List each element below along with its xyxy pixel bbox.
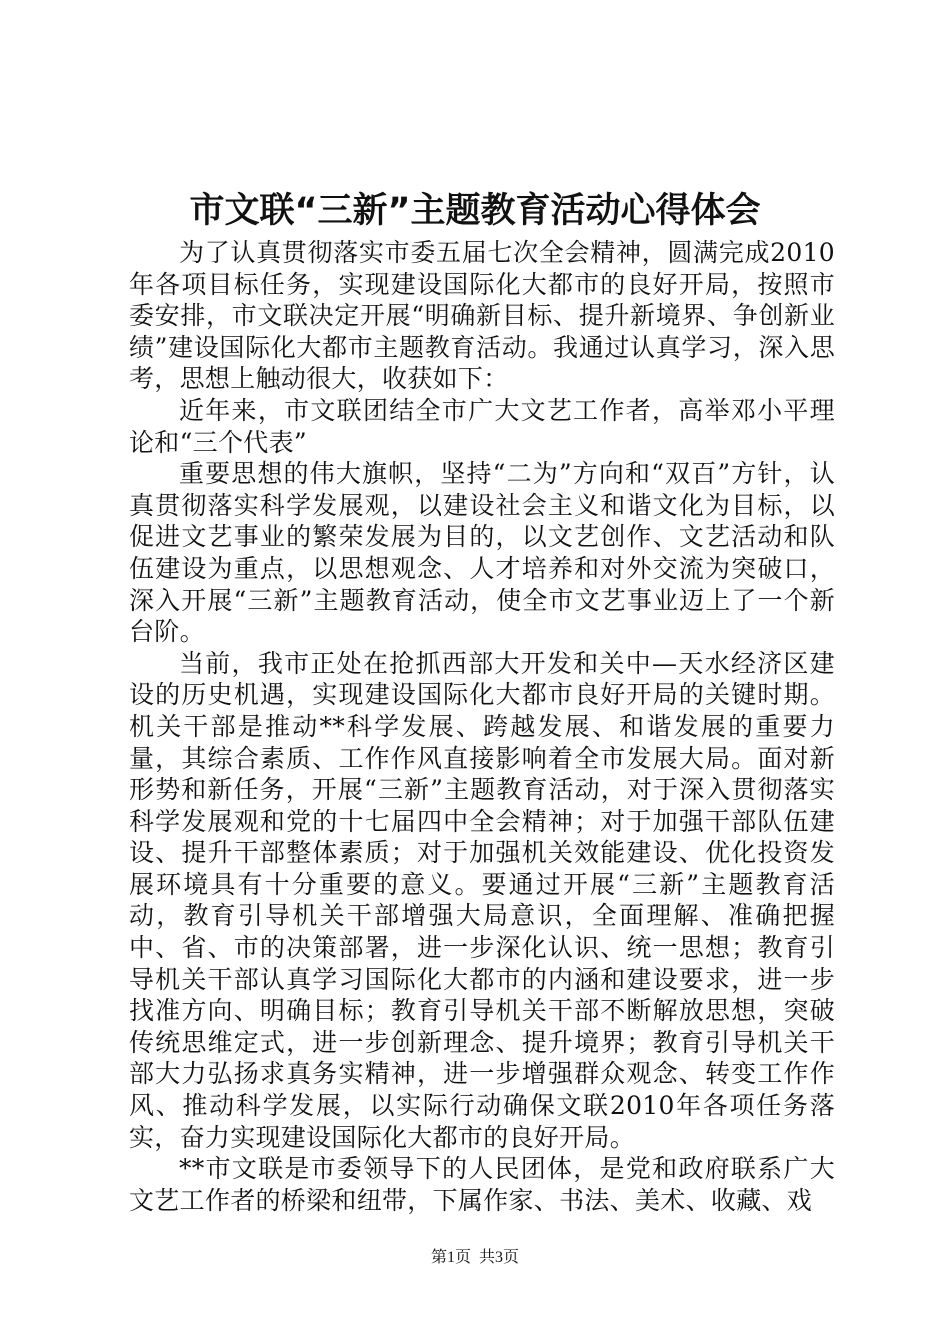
paragraph-3: 重要思想的伟大旗帜，坚持“二为”方向和“双百”方针，认真贯彻落实科学发展观，以建设社会主义和谐文化为目标，以促进文艺事业的繁荣发展为目的，以文艺创作、文艺活动和队伍建设为重点，以思想观念、人才培养和对外交流为突破口，深入开展“三新”主题教育活动，使全市文艺事业迈上了一个新台阶。: [129, 459, 835, 647]
document-title: 市文联“三新”主题教育活动心得体会: [189, 191, 761, 231]
paragraph-2: 近年来，市文联团结全市广大文艺工作者，高举邓小平理论和“三个代表”: [129, 395, 835, 457]
paragraph-1: 为了认真贯彻落实市委五届七次全会精神，圆满完成2010年各项目标任务，实现建设国际化大都市的良好开局，按照市委安排，市文联决定开展“明确新目标、提升新境界、争创新业绩”建设国际化大都市主题教育活动。我通过认真学习，深入思考，思想上触动很大，收获如下：: [129, 238, 835, 394]
document-body: [129, 237, 835, 1216]
page-number: 第1页: [430, 1249, 471, 1266]
paragraph-5: **市文联是市委领导下的人民团体，是党和政府联系广大文艺工作者的桥梁和纽带，下属作家、书法、美术、收藏、戏: [129, 1154, 835, 1215]
page-total: 共3页: [479, 1249, 520, 1266]
paragraph-4: 当前，我市正处在抢抓西部大开发和关中—天水经济区建设的历史机遇，实现建设国际化大都市良好开局的关键时期。机关干部是推动**科学发展、跨越发展、和谐发展的重要力量，其综合素质、工作作风直接影响着全市发展大局。面对新形势和新任务，开展“三新”主题教育活动，对于深入贯彻落实科学发展观和党的十七届四中全会精神；对于加强干部队伍建设、提升干部整体素质；对于加强机关效能建设、优化投资发展环境具有十分重要的意义。要通过开展“三新”主题教育活动，教育引导机关干部增强大局意识，全面理解、准确把握中、省、市的决策部署，进一步深化认识、统一思想；教育引导机关干部认真学习国际化大都市的内涵和建设要求，进一步找准方向、明确目标；教育引导机关干部不断解放思想，突破传统思维定式，进一步创新理念、提升境界；教育引导机关干部大力弘扬求真务实精神，进一步增强群众观念、转变工作作风、推动科学发展，以实际行动确保文联2010年各项任务落实，奋力实现建设国际化大都市的良好开局。: [129, 648, 835, 1152]
page-footer: [0, 1246, 950, 1270]
